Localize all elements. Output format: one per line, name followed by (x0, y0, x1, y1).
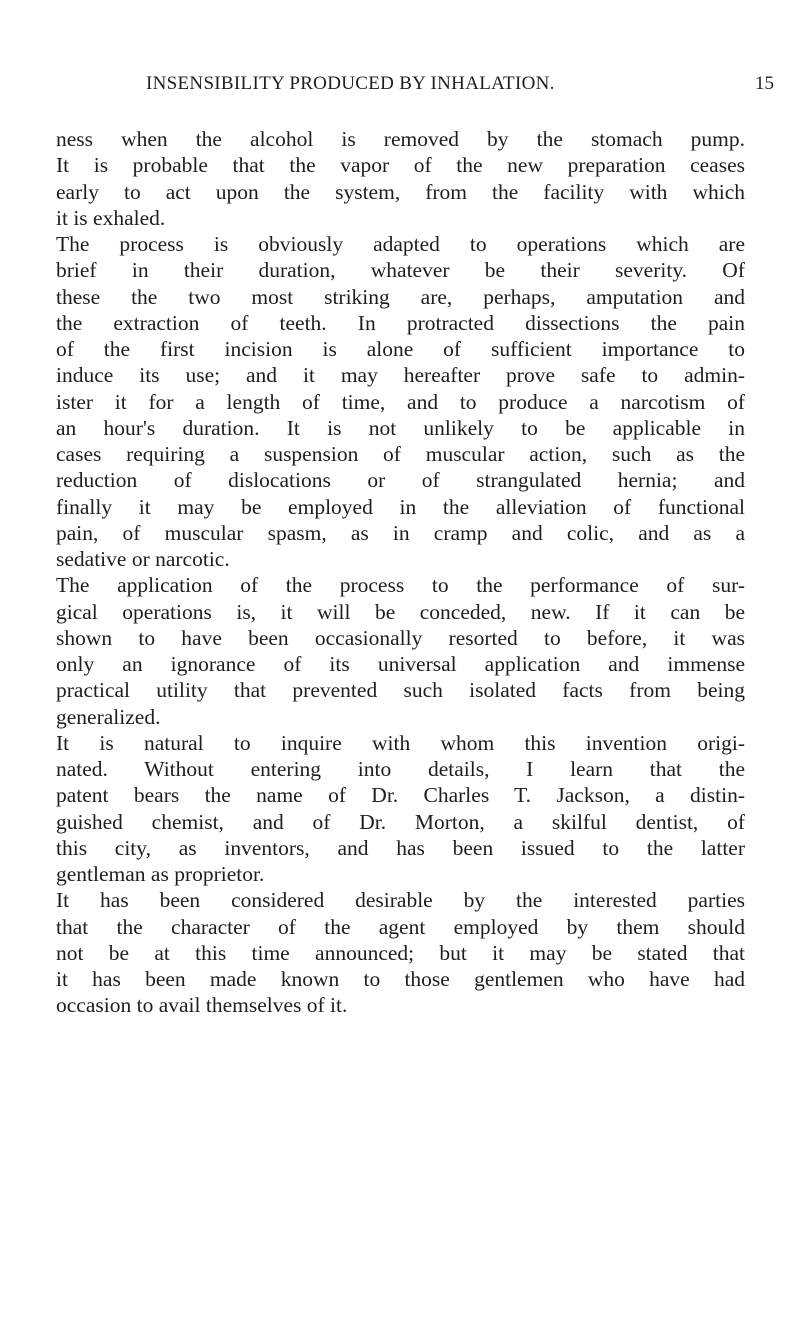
text-line: generalized. (56, 704, 161, 729)
body-text (56, 126, 745, 1019)
running-head (0, 73, 801, 103)
text-line: brief in their duration, whatever be their severity. Of (56, 258, 745, 283)
text-line: only an ignorance of its universal application and immense (56, 652, 745, 676)
text-line: reduction of dislocations or of strangulated hernia; and (56, 468, 745, 493)
text-line: gentleman as proprietor. (56, 862, 265, 886)
text-line: patent bears the name of Dr. Charles T. Jackson, a distin- (56, 783, 745, 808)
text-line: occasion to avail themselves of it. (56, 993, 348, 1018)
text-line: practical utility that prevented such isolated facts from being (56, 678, 745, 703)
text-line: nated. Without entering into details, I learn that the (56, 757, 745, 781)
text-line: it is exhaled. (56, 205, 166, 230)
text-line: finally it may be employed in the alleviation of functional (56, 494, 745, 519)
text-line: cases requiring a suspension of muscular action, such as the (56, 442, 745, 466)
text-line: ister it for a length of time, and to produce a narcotism of (56, 389, 745, 414)
text-line: It has been considered desirable by the interested parties (56, 888, 745, 913)
text-line: of the first incision is alone of sufficient importance to (56, 337, 745, 361)
text-line: it has been made known to those gentlemen who have had (56, 967, 745, 991)
text-line: these the two most striking are, perhaps, amputation and (56, 284, 745, 309)
text-line: The process is obviously adapted to operations which are (56, 232, 745, 256)
text-line: not be at this time announced; but it may be stated that (56, 940, 745, 965)
text-line: induce its use; and it may hereafter prove safe to admin- (56, 363, 745, 388)
text-line: ness when the alcohol is removed by the stomach pump. (56, 127, 745, 151)
text-line: shown to have been occasionally resorted to before, it was (56, 625, 745, 650)
text-line: an hour's duration. It is not unlikely to be applicable in (56, 415, 745, 440)
text-line: the extraction of teeth. In protracted dissections the pain (56, 310, 745, 335)
text-line: guished chemist, and of Dr. Morton, a skilful dentist, of (56, 809, 745, 834)
text-line: gical operations is, it will be conceded, new. If it can be (56, 599, 745, 624)
text-line: It is natural to inquire with whom this invention origi- (56, 730, 745, 755)
text-line: The application of the process to the performance of sur- (56, 573, 745, 598)
text-line: this city, as inventors, and has been issued to the latter (56, 835, 745, 860)
text-line: pain, of muscular spasm, as in cramp and colic, and as a (56, 520, 745, 545)
text-line: sedative or narcotic. (56, 547, 230, 571)
text-line: early to act upon the system, from the facility with which (56, 179, 745, 204)
text-line: It is probable that the vapor of the new preparation ceases (56, 153, 745, 178)
running-title: INSENSIBILITY PRODUCED BY INHALATION. (146, 73, 555, 94)
page-number: 15 (755, 73, 774, 94)
text-line: that the character of the agent employed by them should (56, 914, 745, 939)
